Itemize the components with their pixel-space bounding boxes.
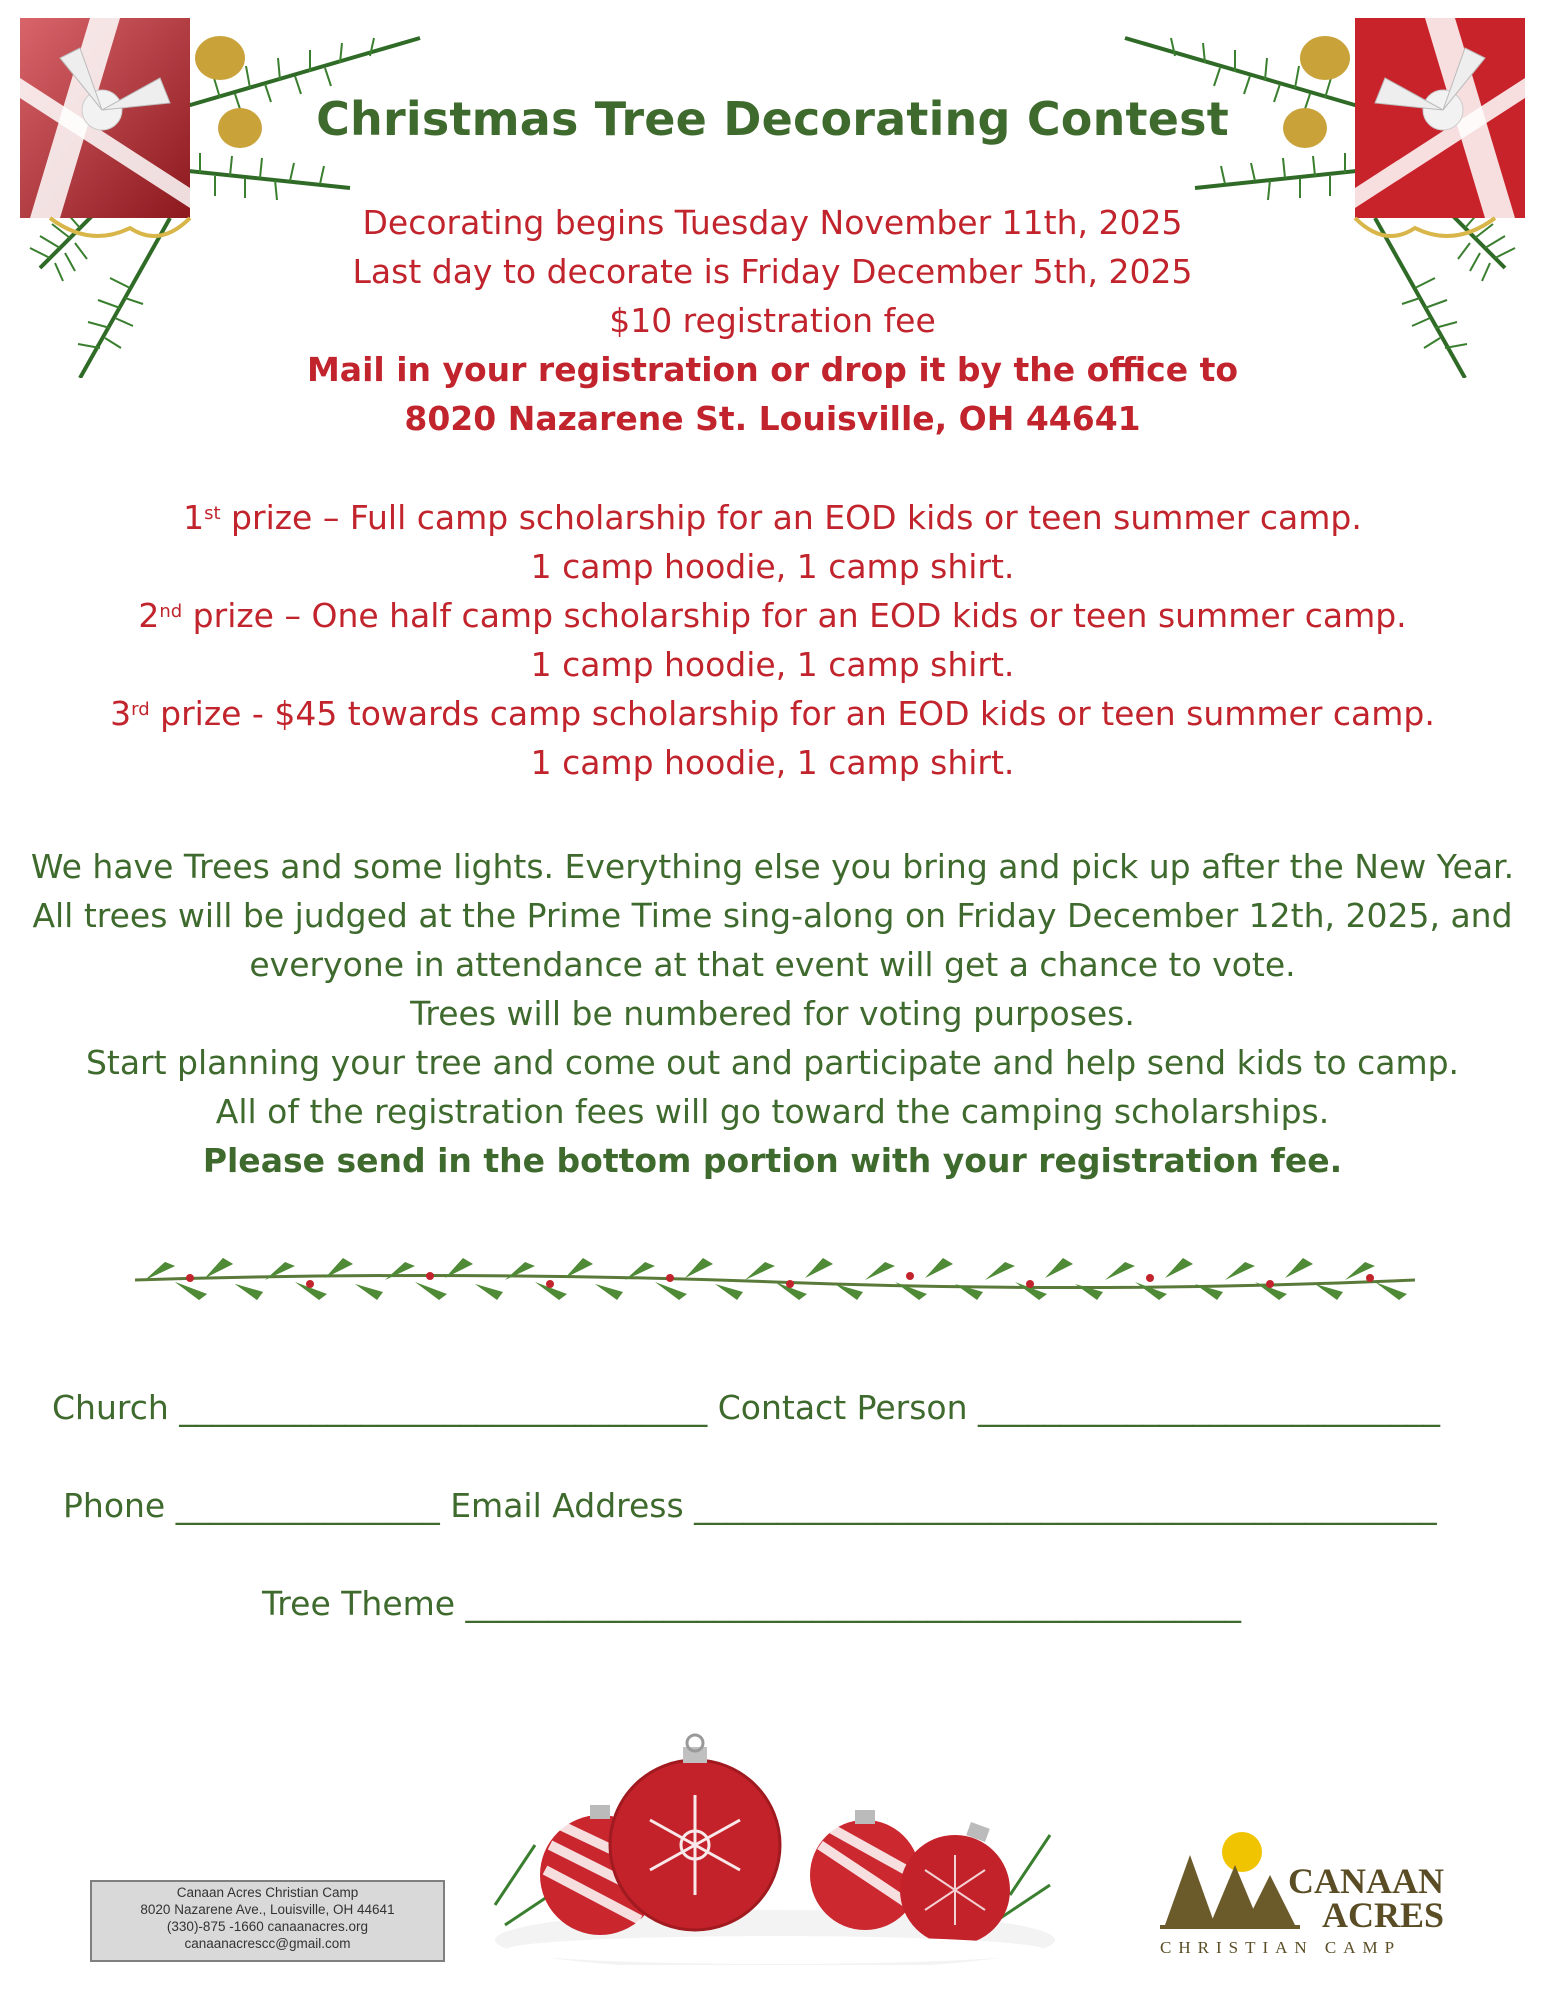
camp-address-text: 8020 Nazarene Ave., Louisville, OH 44641: [140, 1902, 395, 1917]
decorating-start-text: Decorating begins Tuesday November 11th, 2025: [362, 203, 1183, 242]
camp-phone-web-text: (330)-875 -1660 canaanacres.org: [166, 1919, 369, 1934]
voting-text: everyone in attendance at that event will get a chance to vote.: [249, 945, 1296, 984]
judging-text: All trees will be judged at the Prime Time sing-along on Friday December 12th, 2025, and: [32, 896, 1513, 935]
holly-garland-divider: [135, 1240, 1415, 1320]
second-prize-text: 2nd prize – One half camp scholarship for an EOD kids or teen summer camp.: [138, 596, 1407, 635]
info-section: [0, 842, 1545, 1185]
trees-provided-text: We have Trees and some lights. Everything else you bring and pick up after the New Year.: [30, 847, 1515, 886]
planning-text: Start planning your tree and come out and participate and help send kids to camp.: [85, 1043, 1460, 1082]
logo-canaan-text: CANAAN: [1288, 1861, 1444, 1901]
first-prize-text: 1st prize – Full camp scholarship for an EOD kids or teen summer camp.: [183, 498, 1362, 537]
decorating-end-text: Last day to decorate is Friday December 5th, 2025: [352, 252, 1193, 291]
church-contact-field-line[interactable]: Church ________________________________ Contact Person ____________________________: [52, 1388, 1441, 1427]
send-portion-text: Please send in the bottom portion with your registration fee.: [202, 1141, 1343, 1180]
numbering-text: Trees will be numbered for voting purposes.: [410, 994, 1135, 1033]
office-address-text: 8020 Nazarene St. Louisville, OH 44641: [404, 399, 1141, 438]
registration-fee-text: $10 registration fee: [609, 301, 936, 340]
second-prize-extra-text: 1 camp hoodie, 1 camp shirt.: [530, 645, 1015, 684]
prizes-section: [0, 493, 1545, 787]
ornaments-decoration: [490, 1725, 1060, 1965]
tree-theme-field-line[interactable]: Tree Theme _______________________________________________: [262, 1584, 1242, 1623]
logo-acres-text: ACRES: [1322, 1895, 1445, 1935]
phone-email-field-line[interactable]: Phone ________________ Email Address _____________________________________________: [63, 1486, 1437, 1525]
mail-instruction-text: Mail in your registration or drop it by the office to: [306, 350, 1239, 389]
camp-contact-box: [90, 1880, 445, 1962]
first-prize-extra-text: 1 camp hoodie, 1 camp shirt.: [530, 547, 1015, 586]
camp-name-text: Canaan Acres Christian Camp: [176, 1885, 359, 1900]
third-prize-text: 3rd prize - $45 towards camp scholarship for an EOD kids or teen summer camp.: [110, 694, 1435, 733]
logo-christian-camp-text: CHRISTIAN CAMP: [1160, 1938, 1402, 1957]
canaan-acres-logo-trees-icon: [1160, 1830, 1300, 1940]
third-prize-extra-text: 1 camp hoodie, 1 camp shirt.: [530, 743, 1015, 782]
fees-purpose-text: All of the registration fees will go toward the camping scholarships.: [215, 1092, 1330, 1131]
schedule-section: [0, 198, 1545, 443]
page-title: Christmas Tree Decorating Contest: [316, 92, 1229, 146]
camp-email-text: canaanacrescc@gmail.com: [184, 1936, 351, 1951]
